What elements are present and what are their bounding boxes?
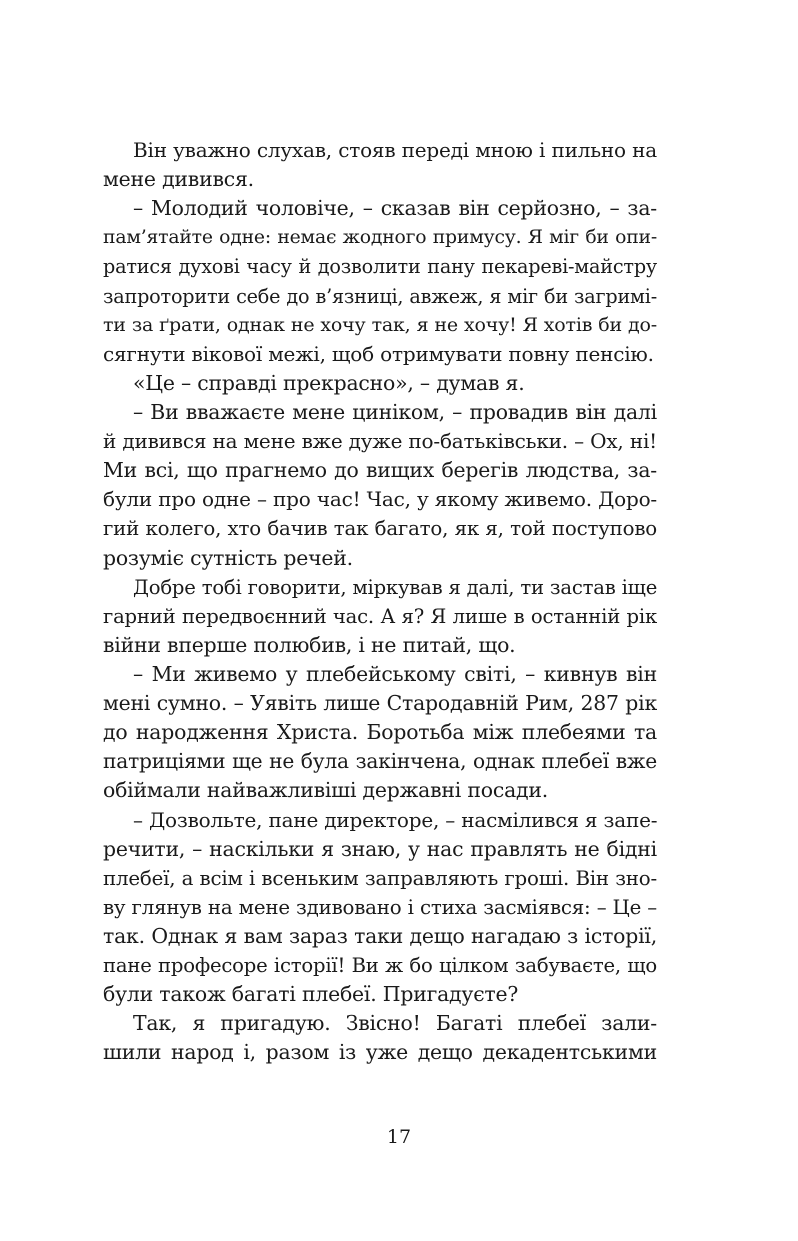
text-line: обіймали найважливіші державні посади. <box>103 778 549 803</box>
text-line: «Це – справді прекрасно», – думав я. <box>133 370 525 395</box>
text-line: розуміє сутність речей. <box>103 545 353 570</box>
text-line: шили народ і, разом із уже дещо декадентськими <box>103 1040 657 1065</box>
text-line: ти за ґрати, однак не хочу так, я не хочу! Я хотів би до- <box>103 313 657 336</box>
text-line: – Дозвольте, пане директоре, – насмілився я запе- <box>133 807 658 832</box>
text-line: – Молодий чоловіче, – сказав він серйозно, – за- <box>133 196 657 221</box>
text-line: ву глянув на мене здивовано і стиха засміявся: – Це – <box>103 895 657 919</box>
text-line: ратися духові часу й дозволити пану пекареві-майстру <box>103 255 657 279</box>
text-line: гарний передвоєнний час. А я? Я лише в останній рік <box>103 604 657 628</box>
text-line: – Ми живемо у плебейському світі, – кивнув він <box>133 661 657 686</box>
text-line: до народження Христа. Боротьба між плебеями та <box>103 720 657 745</box>
text-line: – Ви вважаєте мене циніком, – провадив він далі <box>133 399 657 424</box>
text-line: й дивився на мене вже дуже по-батьківськи. – Ох, ні! <box>103 429 657 454</box>
page-number: 17 <box>386 1126 412 1148</box>
text-line: пане професоре історії! Ви ж бо цілком забуваєте, що <box>103 954 657 978</box>
text-line: сягнути вікової межі, щоб отримувати повну пенсію. <box>103 341 654 366</box>
text-line: Так, я пригадую. Звісно! Багаті плебеї зали- <box>133 1011 657 1036</box>
text-line: пам’ятайте одне: немає жодного примусу. Я міг би опи- <box>103 227 657 249</box>
text-line: війни вперше полюбив, і не питай, що. <box>103 632 516 657</box>
text-line: були про одне – про час! Час, у якому живемо. Доро- <box>103 487 657 512</box>
text-line: були також багаті плебеї. Пригадуєте? <box>103 982 519 1007</box>
text-line: патриціями ще не була закінчена, однак плебеї вже <box>103 749 657 774</box>
text-line: мене дивився. <box>103 167 254 192</box>
body-text <box>103 136 657 1068</box>
text-line: гий колего, хто бачив так багато, як я, той поступово <box>103 517 657 541</box>
text-line: Ми всі, що прагнемо до вищих берегів людства, за- <box>103 458 657 483</box>
text-line: так. Однак я вам зараз таки дещо нагадаю з історії, <box>103 923 657 948</box>
text-line: мені сумно. – Уявіть лише Стародавній Рим, 287 рік <box>103 691 657 716</box>
text-line: Добре тобі говорити, міркував я далі, ти застав іще <box>133 575 658 599</box>
text-line: Він уважно слухав, стояв переді мною і пильно на <box>133 138 657 162</box>
text-line: запроторити себе до в’язниці, авжеж, я міг би загримі- <box>103 284 657 308</box>
text-line: плебеї, а всім і всеньким заправляють гроші. Він зно- <box>103 866 657 890</box>
text-line: речити, – наскільки я знаю, у нас правлять не бідні <box>103 836 657 861</box>
